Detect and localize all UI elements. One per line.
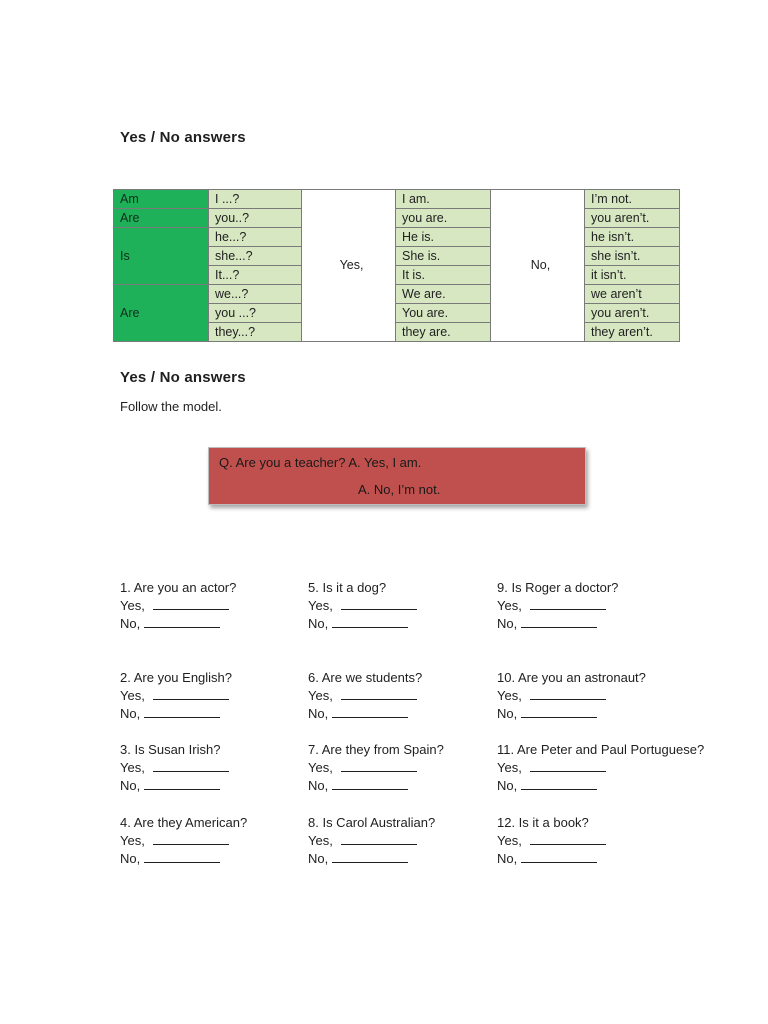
exercise-item [497, 814, 606, 868]
no-prompt: No, [120, 778, 141, 793]
exercise-item [120, 814, 247, 868]
yes-answer-blank[interactable] [530, 832, 606, 845]
no-answer-blank[interactable] [521, 850, 597, 863]
no-answer-blank[interactable] [332, 777, 408, 790]
model-question-line: Q. Are you a teacher? A. Yes, I am. [219, 455, 422, 470]
yes-prompt: Yes, [120, 688, 145, 703]
question-cell: he...? [209, 228, 302, 247]
yes-prompt: Yes, [497, 688, 522, 703]
exercise-item [497, 579, 618, 633]
exercise-question: 10. Are you an astronaut? [497, 670, 646, 685]
no-answer-blank[interactable] [332, 850, 408, 863]
yes-answer-blank[interactable] [153, 687, 229, 700]
grammar-table [113, 189, 680, 342]
no-answer-blank[interactable] [144, 705, 220, 718]
section-heading: Yes / No answers [120, 369, 246, 386]
exercise-question: 7. Are they from Spain? [308, 742, 444, 757]
no-prompt: No, [308, 616, 329, 631]
subject-cell: Are [114, 285, 209, 342]
no-answer-cell: they aren’t. [585, 323, 680, 342]
yes-answer-blank[interactable] [341, 687, 417, 700]
exercise-item [308, 814, 435, 868]
table-row [114, 209, 680, 228]
subject-cell: Is [114, 228, 209, 285]
no-answer-blank[interactable] [332, 615, 408, 628]
yes-label: Yes, [302, 190, 396, 342]
yes-prompt: Yes, [497, 833, 522, 848]
yes-prompt: Yes, [308, 833, 333, 848]
question-cell: I ...? [209, 190, 302, 209]
no-answer-cell: we aren’t [585, 285, 680, 304]
question-cell: It...? [209, 266, 302, 285]
no-prompt: No, [497, 851, 518, 866]
exercise-question: 5. Is it a dog? [308, 580, 387, 595]
subject-cell: Am [114, 190, 209, 209]
no-answer-blank[interactable] [332, 705, 408, 718]
yes-prompt: Yes, [497, 598, 522, 613]
question-cell: we...? [209, 285, 302, 304]
yes-answer-blank[interactable] [530, 759, 606, 772]
no-prompt: No, [308, 706, 329, 721]
exercise-question: 3. Is Susan Irish? [120, 742, 221, 757]
exercise-question: 8. Is Carol Australian? [308, 815, 436, 830]
instruction-text: Follow the model. [120, 399, 222, 414]
no-answer-cell: he isn’t. [585, 228, 680, 247]
yes-answer-blank[interactable] [341, 597, 417, 610]
table-row [114, 285, 680, 304]
exercise-question: 11. Are Peter and Paul Portuguese? [497, 742, 705, 757]
no-prompt: No, [308, 778, 329, 793]
no-prompt: No, [120, 851, 141, 866]
yes-answer-cell: you are. [396, 209, 491, 228]
exercise-item [120, 741, 229, 795]
question-cell: you..? [209, 209, 302, 228]
model-example-box [208, 447, 586, 505]
table-row [114, 228, 680, 247]
table-row [114, 190, 680, 209]
yes-answer-blank[interactable] [153, 597, 229, 610]
yes-prompt: Yes, [308, 688, 333, 703]
exercise-question: 4. Are they American? [120, 815, 248, 830]
yes-answer-blank[interactable] [530, 687, 606, 700]
yes-answer-cell: She is. [396, 247, 491, 266]
exercise-question: 6. Are we students? [308, 670, 423, 685]
question-cell: you ...? [209, 304, 302, 323]
no-answer-blank[interactable] [521, 777, 597, 790]
yes-prompt: Yes, [120, 833, 145, 848]
yes-answer-cell: We are. [396, 285, 491, 304]
no-answer-blank[interactable] [144, 850, 220, 863]
yes-answer-blank[interactable] [153, 759, 229, 772]
exercise-item [497, 741, 704, 795]
yes-answer-cell: It is. [396, 266, 491, 285]
subject-cell: Are [114, 209, 209, 228]
yes-prompt: Yes, [120, 760, 145, 775]
no-answer-blank[interactable] [521, 705, 597, 718]
exercise-question: 9. Is Roger a doctor? [497, 580, 619, 595]
yes-answer-cell: I am. [396, 190, 491, 209]
no-prompt: No, [120, 706, 141, 721]
yes-answer-blank[interactable] [341, 759, 417, 772]
exercise-item [308, 741, 444, 795]
exercise-item [120, 669, 232, 723]
page-title: Yes / No answers [120, 129, 246, 146]
no-answer-cell: you aren’t. [585, 209, 680, 228]
no-answer-cell: I’m not. [585, 190, 680, 209]
no-answer-cell: it isn’t. [585, 266, 680, 285]
yes-answer-blank[interactable] [341, 832, 417, 845]
no-prompt: No, [308, 851, 329, 866]
no-answer-blank[interactable] [521, 615, 597, 628]
no-answer-blank[interactable] [144, 777, 220, 790]
no-prompt: No, [497, 778, 518, 793]
exercise-question: 2. Are you English? [120, 670, 233, 685]
no-answer-blank[interactable] [144, 615, 220, 628]
no-prompt: No, [120, 616, 141, 631]
exercise-item [308, 669, 422, 723]
exercise-question: 1. Are you an actor? [120, 580, 237, 595]
yes-answer-cell: they are. [396, 323, 491, 342]
yes-prompt: Yes, [308, 760, 333, 775]
no-answer-cell: she isn’t. [585, 247, 680, 266]
no-label: No, [491, 190, 585, 342]
exercise-question: 12. Is it a book? [497, 815, 589, 830]
yes-answer-blank[interactable] [530, 597, 606, 610]
exercise-item [120, 579, 236, 633]
yes-answer-cell: He is. [396, 228, 491, 247]
model-answer-line: A. No, I’m not. [358, 482, 441, 497]
exercise-item [308, 579, 417, 633]
no-answer-cell: you aren’t. [585, 304, 680, 323]
question-cell: they...? [209, 323, 302, 342]
question-cell: she...? [209, 247, 302, 266]
yes-prompt: Yes, [497, 760, 522, 775]
yes-answer-blank[interactable] [153, 832, 229, 845]
yes-prompt: Yes, [120, 598, 145, 613]
yes-answer-cell: You are. [396, 304, 491, 323]
no-prompt: No, [497, 616, 518, 631]
yes-prompt: Yes, [308, 598, 333, 613]
no-prompt: No, [497, 706, 518, 721]
exercise-item [497, 669, 646, 723]
